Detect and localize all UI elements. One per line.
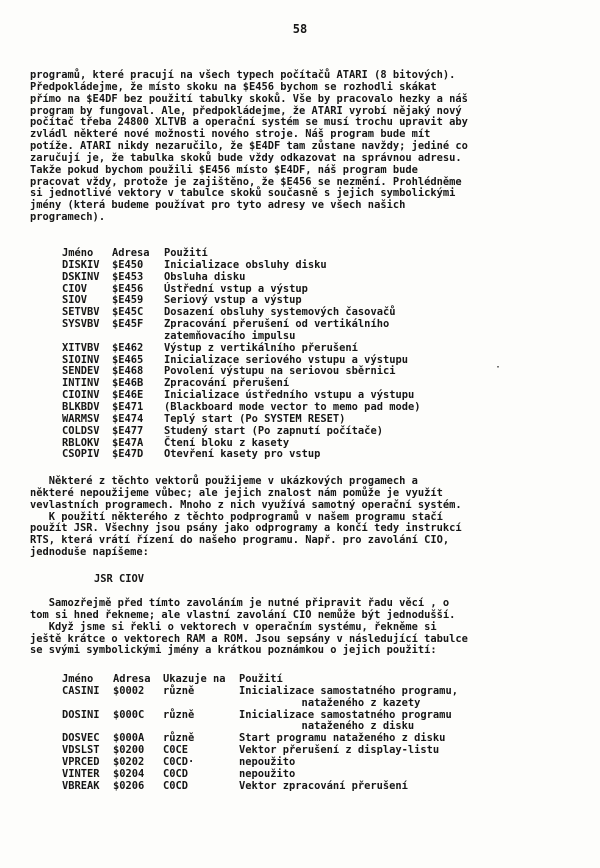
table-cell: $E468 (112, 365, 144, 378)
paragraph-intro (30, 70, 542, 224)
table-cell: WARMSV (62, 412, 100, 425)
table-cell: Inicializace samostatného programu, (239, 684, 458, 697)
table-cell: CSOPIV (62, 448, 100, 461)
table-cell: C0CD· (163, 755, 195, 768)
text-line: potíže. ATARI nikdy nezaručilo, že $E4DF tam zůstane navždy; jediné co (30, 140, 468, 153)
table-cell (62, 698, 113, 710)
table-row (62, 331, 420, 343)
text-line: program by fungoval. Ale, předpokládejme, že ATARI vyrobí nějaký nový (30, 104, 462, 117)
table-cell: $E459 (112, 294, 144, 307)
table-cell: $0204 (113, 767, 145, 780)
table-cell: Studený start (Po zapnutí počítače) (164, 424, 383, 437)
table-cell: SYSVBV (62, 318, 100, 331)
table-cell: $E477 (112, 424, 144, 437)
table-cell: RBLOKV (62, 436, 100, 449)
table-cell: Ústřední vstup a výstup (164, 282, 308, 295)
table-row (62, 686, 469, 698)
text-line: počítač třeba 24800 XLTVB a operační systém se musí trochu upravit aby (30, 116, 468, 129)
table-cell: Inicializace samostatného programu (239, 708, 452, 721)
table-cell: $E46E (112, 389, 144, 402)
table-cell (163, 698, 239, 710)
text-line: zaručují je, že tabulka skoků bude vždy odkazovat na správnou adresu. (30, 151, 462, 164)
table-cell: Ukazuje na (163, 673, 226, 685)
table-row (62, 769, 469, 781)
table-cell: $000A (113, 732, 145, 745)
table-cell: CIOINV (62, 389, 100, 402)
table-cell: INTINV (62, 377, 100, 390)
text-line: Některé z těchto vektorů použijeme v ukázkových progamech a (30, 475, 418, 487)
text-line: použít JSR. Všechny jsou psány jako odprogramy a končí tedy instrukcí (30, 522, 462, 535)
table-cell: VDSLST (62, 744, 100, 757)
text-line: Takže pokud bychom použili $E456 místo $E4DF, náš program bude (30, 163, 418, 176)
table-cell: DSKINV (62, 270, 100, 283)
table-cell: Obsluha disku (164, 270, 246, 283)
table-row (62, 343, 420, 355)
table-cell: Inicializace ústředního vstupu a výstupu (164, 389, 415, 402)
table-cell: SETVBV (62, 306, 100, 319)
table-row (62, 698, 469, 710)
table-cell: Použití (164, 247, 208, 259)
table-cell (113, 698, 163, 710)
text-line: Samozřejmě před tímto zavoláním je nutné připravit řadu věcí , o (30, 597, 450, 609)
table-cell (62, 331, 112, 343)
text-line: programů, které pracují na všech typech počítačů ATARI (8 bitových). (30, 69, 456, 81)
table-cell: $E45C (112, 306, 144, 319)
stray-mark: · (495, 362, 502, 373)
table-row (62, 757, 469, 769)
table-cell: $E471 (112, 400, 144, 413)
jump-vector-table (62, 248, 420, 461)
text-line: pracovat vždy, protože je zajištěno, že $E456 se nezmění. Prohlédněme (30, 175, 462, 188)
table-cell: Adresa (112, 247, 150, 259)
table-cell: DOSVEC (62, 732, 100, 745)
table-cell: SENDEV (62, 365, 100, 378)
table-cell: BLKBDV (62, 400, 100, 413)
page-number: 58 (292, 22, 308, 36)
text-line: zvládl některé nové možnosti nového stroje. Náš program bude mít (30, 128, 431, 141)
table-cell: VBREAK (62, 779, 100, 792)
table-cell: Inicializace obsluhy disku (164, 258, 327, 271)
table-cell: Jméno (62, 247, 94, 259)
text-line: K použití některého z těchto podprogramů v našem programu stačí (30, 510, 443, 523)
table-cell: nataženého z kazety (239, 696, 421, 709)
table-cell: $E474 (112, 412, 144, 425)
table-cell: Použití (239, 673, 283, 685)
text-line: jednoduše napíšeme: (30, 546, 149, 559)
table-cell: VINTER (62, 767, 100, 780)
table-cell: DOSINI (62, 708, 100, 721)
table-cell: CASINI (62, 684, 100, 697)
table-row (62, 449, 420, 461)
table-cell: Adresa (113, 673, 151, 685)
paragraph-ram-rom (30, 598, 542, 657)
table-cell: $E456 (112, 282, 144, 295)
table-cell: $E46B (112, 377, 144, 390)
text-line: tom si hned řekneme; ale vlastní zavolání CIO nemůže být jednodušší. (30, 608, 456, 621)
table-row (62, 414, 420, 426)
table-row (62, 426, 420, 438)
table-cell: Jméno (62, 673, 94, 685)
table-cell: $E462 (112, 341, 144, 354)
table-cell: různě (163, 684, 195, 697)
table-cell: Teplý start (Po SYSTEM RESET) (164, 412, 346, 425)
table-cell: Čtení bloku z kasety (164, 436, 290, 449)
text-line: přímo na $E4DF bez použití tabulky skoků. Vše by pracovalo hezky a náš (30, 92, 468, 105)
table-cell: VPRCED (62, 755, 100, 768)
table-cell: Start programu nataženého z disku (239, 732, 446, 745)
table-cell: Zpracování přerušení (164, 377, 290, 390)
table-cell (112, 331, 164, 343)
table-cell: Seriový vstup a výstup (164, 294, 302, 307)
table-cell: Vektor zpracování přerušení (239, 779, 408, 792)
table-cell: SIOINV (62, 353, 100, 366)
table-cell: Dosazení obsluhy systemových časovačů (164, 306, 396, 319)
table-cell: $E450 (112, 258, 144, 271)
table-cell: CIOV (62, 282, 88, 295)
table-cell: C0CD (163, 779, 189, 792)
table-cell: $0002 (113, 684, 145, 697)
table-cell: DISKIV (62, 258, 100, 271)
table-cell: $E465 (112, 353, 144, 366)
text-line: Předpokládejme, že místo skoku na $E456 bychom se rozhodli skákat (30, 80, 437, 93)
paragraph-usage (30, 476, 542, 559)
table-cell: různě (163, 708, 195, 721)
table-cell: různě (163, 732, 195, 745)
code-example: JSR CIOV (94, 573, 145, 585)
text-line: Když jsme si řekli o vektorech v operačním systému, řekněme si (30, 620, 437, 633)
table-cell: Vektor přerušení z display-listu (239, 744, 440, 757)
text-line: se svými symbolickými jmény a krátkou poznámkou o jejich použití: (30, 644, 437, 657)
text-line: si jednotlivé vektory v tabulce skoků současně s jejich symbolickými (30, 187, 456, 200)
table-cell: (Blackboard mode vector to memo pad mode) (164, 400, 421, 413)
table-cell: Povolení výstupu na seriovou sběrnici (164, 365, 396, 378)
ram-rom-vector-table (62, 674, 469, 792)
table-row (62, 781, 469, 793)
text-line: některé nepoužijeme vůbec; ale jejich znalost nám pomůže je využít (30, 486, 443, 499)
table-cell: Zpracování přerušení od vertikálního (164, 318, 390, 331)
text-line: programech). (30, 211, 106, 224)
table-cell: $0202 (113, 755, 145, 768)
text-line: vevlastních programech. Mnoho z nich využívá samotný operační systém. (30, 498, 462, 511)
table-cell: $000C (113, 708, 145, 721)
table-cell: zatemňovacího impulsu (164, 329, 296, 342)
table-cell: Otevření kasety pro vstup (164, 448, 321, 461)
table-cell: COLDSV (62, 424, 100, 437)
table-cell: C0CE (163, 744, 189, 757)
table-cell: nataženého z disku (239, 720, 415, 733)
table-cell: XITVBV (62, 341, 100, 354)
table-cell: $0200 (113, 744, 145, 757)
table-row (62, 260, 420, 272)
table-cell: Výstup z vertikálního přerušení (164, 341, 358, 354)
table-cell: $E47D (112, 448, 144, 461)
table-cell: Inicializace seriového vstupu a výstupu (164, 353, 408, 366)
table-cell: $0206 (113, 779, 145, 792)
text-line: RTS, která vrátí řízení do našeho programu. Např. pro zavolání CIO, (30, 534, 450, 547)
table-cell: C0CD (163, 767, 189, 780)
table-row (62, 272, 420, 284)
text-line: jmény (která budeme používat pro tyto adresy ve všech našich (30, 199, 406, 212)
table-cell: SIOV (62, 294, 88, 307)
table-cell: $E45F (112, 318, 144, 331)
table-cell: nepoužito (239, 755, 296, 768)
table-cell: $E453 (112, 270, 144, 283)
table-cell: nepoužito (239, 767, 296, 780)
table-cell: $E47A (112, 436, 144, 449)
text-line: ještě krátce o vektorech RAM a ROM. Jsou sepsány v následující tabulce (30, 632, 468, 645)
